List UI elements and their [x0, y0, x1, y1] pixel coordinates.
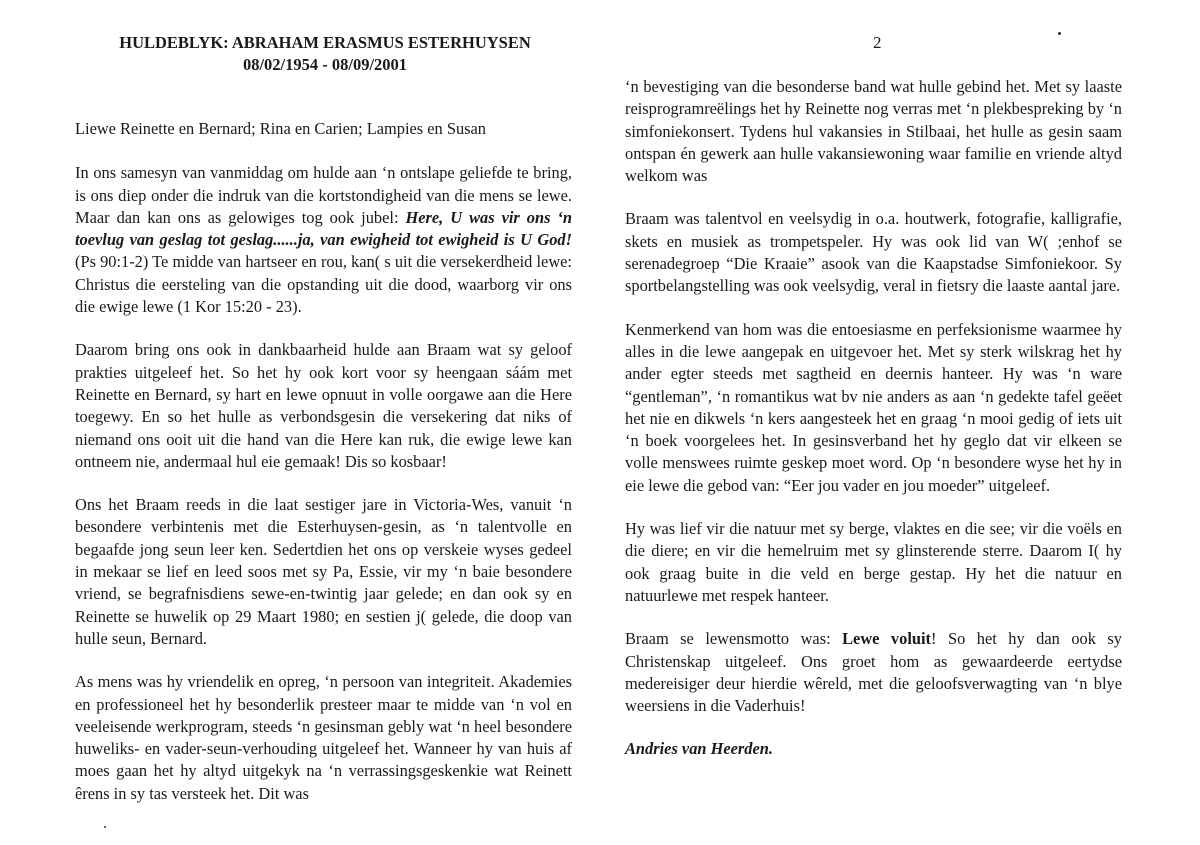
paragraph-opening — [75, 162, 572, 318]
paragraph-enthusiasm: Kenmerkend van hom was die entoesiasme en perfeksionisme waarmee hy alles in die lewe aangepak en uitgevoer het. Met sy sterk wilskrag het hy ander egter steeds met sagtheid en deernis hanteer. Hy was ‘n ware “gentleman”, ‘n romantikus wat bv nie anders as aan ‘n gedekte tafel geëet het nie en dikwels ‘n kers aangesteek het en graag ‘n mooi gedig of iets uit ‘n boek voorgelees het. In gesinsverband het hy geglo dat vir elkeen se volle menswees ruimte geskep moet word. Op ‘n besondere wyse het hy in eie lewe die gebod van: “Eer jou vader en jou moeder” uitgeleef. — [625, 319, 1122, 495]
paragraph-motto-text-b: ! So het hy dan ook sy Christenskap uitgeleef. Ons groet hom as gewaardeerde eertydse medereisiger deur hierdie wêreld, met die geloofsverwagting van ‘n blye weersiens in die Vaderhuis! — [625, 629, 1122, 716]
right-column — [625, 76, 1122, 782]
life-motto: Lewe voluit — [842, 629, 932, 649]
scan-speck — [1058, 32, 1061, 35]
paragraph-faith: Daarom bring ons ook in dankbaarheid hulde aan Braam wat sy geloof prakties uitgeleef het. So het hy ook kort voor sy heengaan sáám met Reinette en Bernard, sy hart en lewe opnuut in volle oorgawe aan die Here toegewy. En so het hulle as verbondsgesin die versekering dat niks of niemand ons ooit uit die hand van die Here kan ruk, die ewige lewe kan ontneem nie, andermaal hul eie gemaak! Dis so kosbaar! — [75, 340, 572, 471]
paragraph-motto-text-a: Braam se lewensmotto was: — [625, 629, 843, 649]
scripture-quote: Here, U was vir ons ‘n toevlug van geslag tot geslag......ja, van ewigheid tot ewigheid is U God! — [75, 207, 573, 250]
scan-speck — [104, 826, 106, 828]
page-number: 2 — [873, 33, 882, 52]
document-title — [60, 32, 590, 76]
paragraph-bond: ‘n bevestiging van die besonderse band wat hulle gebind het. Met sy laaste reisprogramreëlings het hy Reinette nog verras met ‘n plekbespreking by ‘n simfoniekonsert. Tydens hul vakansies in Stilbaai, het hulle as gesin saam ontspan én gewerk aan hulle vakansiewoning waar familie en vriende altyd welkom was — [625, 77, 1122, 186]
paragraph-nature: Hy was lief vir die natuur met sy berge, vlaktes en die see; vir die voëls en die diere; en vir die hemelruim met sy glinsterende sterre. Daarom I( hy ook graag buite in die veld en berge gestap. Hy het die natuur en natuurlewe met respek hanteer. — [625, 519, 1122, 605]
paragraph-opening-text-b: (Ps 90:1-2) Te midde van hartseer en rou, kan( s uit die versekerdheid lewe: Christus die eersteling van die opstanding uit die dood, waarborg vir ons die ewige lewe (1 Kor 15:20 - 23). — [75, 252, 572, 317]
signature: Andries van Heerden. — [625, 739, 773, 759]
paragraph-character: As mens was hy vriendelik en opreg, ‘n persoon van integriteit. Akademies en professioneel het hy besonderlik presteer maar te midde van ‘n vol en veeleisende werkprogram, steeds ‘n gesinsman gebly wat ‘n heel besondere huweliks- en vader-seun-verhouding uitgeleef het. Wanneer hy van huis af moes gaan het hy altyd uitgekyk na ‘n verrassingsgeskenkie wat Reinett êrens in sy tas versteek het. Dit was — [75, 672, 572, 803]
paragraph-motto — [625, 628, 1122, 717]
paragraph-opening-text-a: In ons samesyn van vanmiddag om hulde aan ‘n ontslape geliefde te bring, is ons diep onder die indruk van die kortstondigheid van die mens se lewe. Maar dan kan ons as gelowiges tog ook jubel: — [75, 163, 572, 227]
salutation: Liewe Reinette en Bernard; Rina en Carien; Lampies en Susan — [75, 119, 486, 138]
left-column — [75, 118, 572, 826]
paragraph-talents: Braam was talentvol en veelsydig in o.a. houtwerk, fotografie, kalligrafie, skets en musiek as trompetspeler. Hy was ook lid van W( ;enhof se serenadegroep “Die Kraaie” asook van die Kaapstadse Simfoniekoor. Sy sportbelangstelling was ook veelsydig, veral in fietsry die laaste aantal jare. — [625, 209, 1122, 296]
title-name-line: HULDEBLYK: ABRAHAM ERASMUS ESTERHUYSEN — [119, 33, 531, 52]
title-dates-line: 08/02/1954 - 08/09/2001 — [242, 55, 408, 74]
paragraph-friendship: Ons het Braam reeds in die laat sestiger jare in Victoria-Wes, vanuit ‘n besondere verbintenis met die Esterhuysen-gesin, as ‘n talentvolle en begaafde jong seun leer ken. Sedertdien het ons op verskeie wyses gedeel in mekaar se lief en leed soos met sy Pa, Essie, vir my ‘n baie besondere vriend, se begrafnisdiens sewe-en-twintig jaar gelede; en dan ook sy en Reinette se huwelik op 29 Maart 1980; en sestien j( gelede, die doop van hulle seun, Bernard. — [75, 495, 572, 648]
